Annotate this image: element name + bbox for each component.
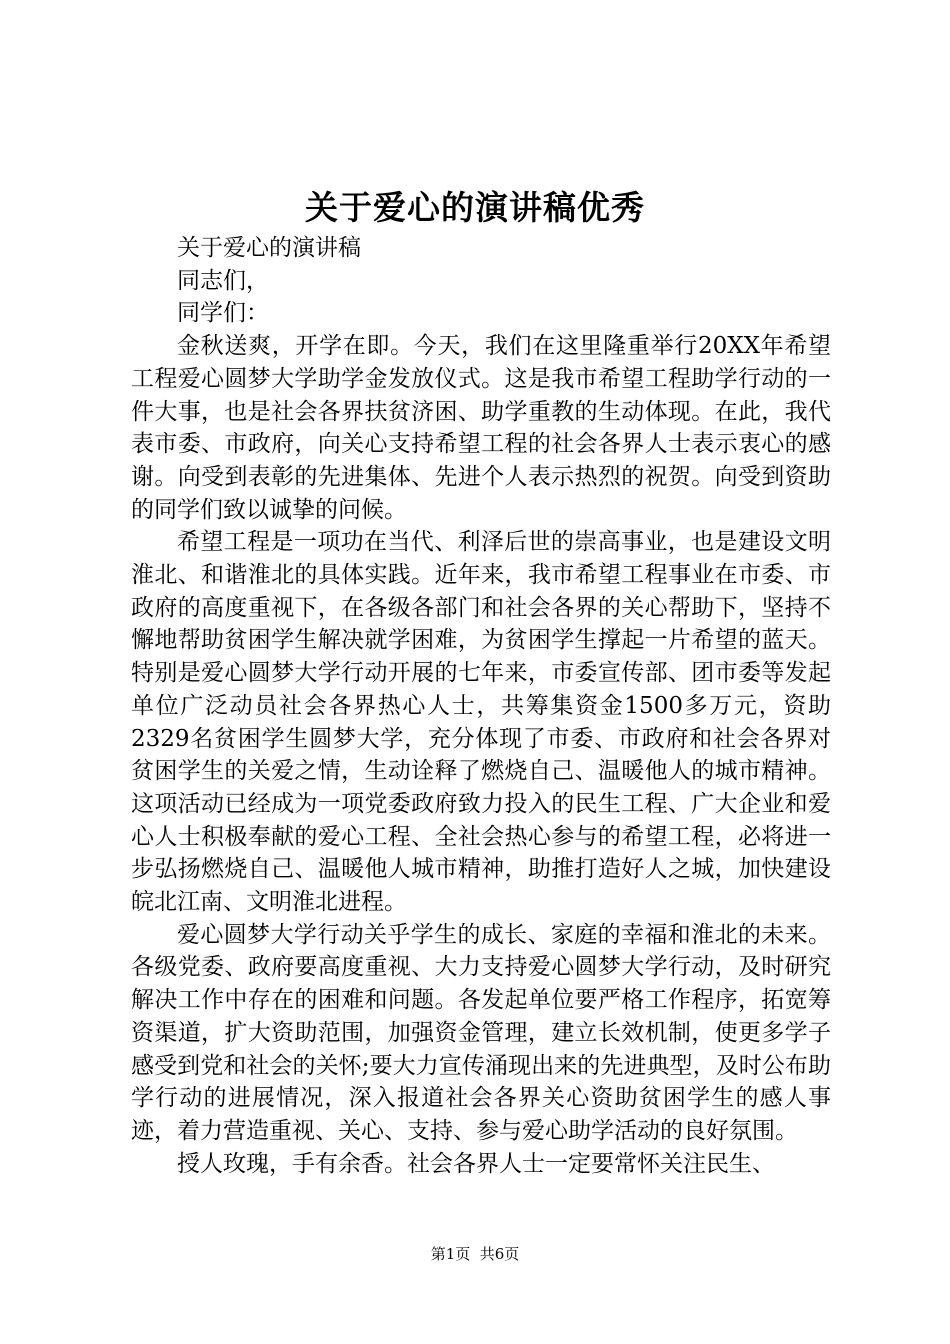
paragraph-2: 希望工程是一项功在当代、利泽后世的崇高事业，也是建设文明淮北、和谐淮北的具体实践。近年来，我市希望工程事业在市委、市政府的高度重视下，在各级各部门和社会各界的关心帮助下，坚持不懈地帮助贫困学生解决就学困难，为贫困学生撑起一片希望的蓝天。特别是爱心圆梦大学行动开展的七年来，市委宣传部、团市委等发起单位广泛动员社会各界热心人士，共筹集资金1500多万元，资助2329名贫困学生圆梦大学，充分体现了市委、市政府和社会各界对贫困学生的关爱之情，生动诠释了燃烧自己、温暖他人的城市精神。这项活动已经成为一项党委政府致力投入的民生工程、广大企业和爱心人士积极奉献的爱心工程、全社会热心参与的希望工程，必将进一步弘扬燃烧自己、温暖他人城市精神，助推打造好人之城，加快建设皖北江南、文明淮北进程。 bbox=[131, 529, 831, 916]
paragraph-1: 金秋送爽，开学在即。今天，我们在这里隆重举行20XX年希望工程爱心圆梦大学助学金发放仪式。这是我市希望工程助学行动的一件大事，也是社会各界扶贫济困、助学重教的生动体现。在此，我代表市委、市政府，向关心支持希望工程的社会各界人士表示衷心的感谢。向受到表彰的先进集体、先进个人表示热烈的祝贺。向受到资助的同学们致以诚挚的问候。 bbox=[131, 333, 831, 523]
greeting-comrades: 同志们， bbox=[177, 267, 269, 294]
document-subtitle: 关于爱心的演讲稿 bbox=[177, 235, 361, 261]
greeting-students: 同学们： bbox=[177, 300, 269, 327]
paragraph-3: 爱心圆梦大学行动关乎学生的成长、家庭的幸福和淮北的未来。各级党委、政府要高度重视、大力支持爱心圆梦大学行动，及时研究解决工作中存在的困难和问题。各发起单位要严格工作程序，拓宽筹资渠道，扩大资助范围，加强资金管理，建立长效机制，使更多学子感受到党和社会的关怀;要大力宣传涌现出来的先进典型，及时公布助学行动的进展情况，深入报道社会各界关心资助贫困学生的感人事迹，着力营造重视、关心、支持、参与爱心助学活动的良好氛围。 bbox=[131, 921, 831, 1144]
document-title: 关于爱心的演讲稿优秀 bbox=[305, 188, 645, 227]
paragraph-4: 授人玫瑰，手有余香。社会各界人士一定要常怀关注民生、 bbox=[177, 1150, 775, 1177]
document-body bbox=[131, 232, 831, 1180]
page-footer: 第1页 共6页 bbox=[430, 1245, 520, 1263]
